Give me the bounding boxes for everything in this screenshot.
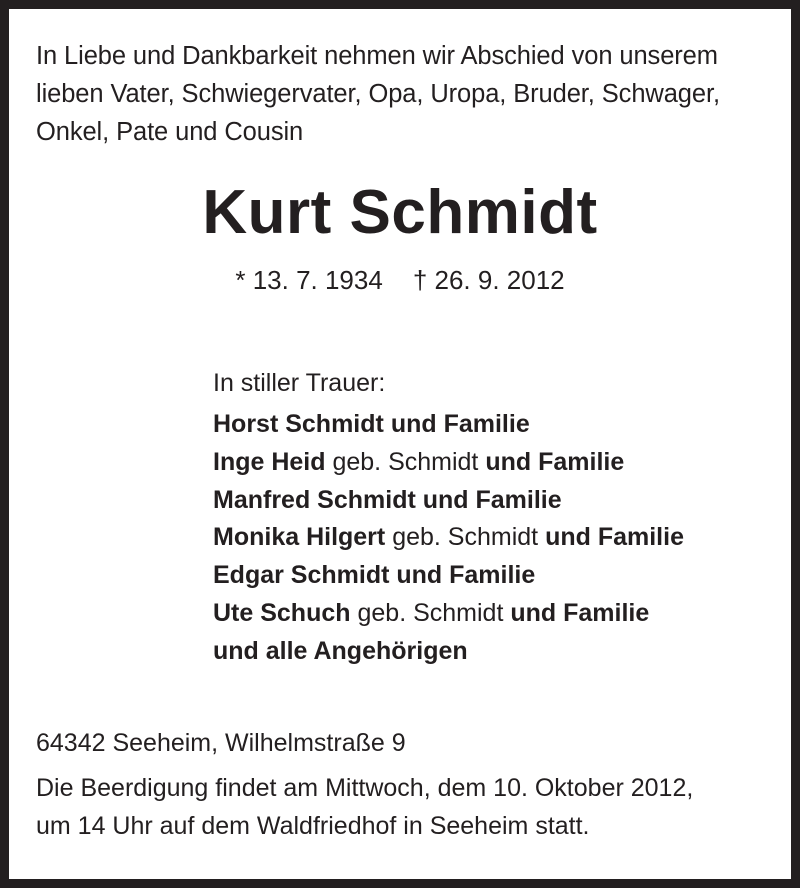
- death-date: † 26. 9. 2012: [412, 265, 565, 295]
- mourner-nee: geb. Schmidt: [357, 598, 504, 627]
- intro-text: [36, 37, 786, 151]
- mourning-heading: In stiller Trauer:: [213, 369, 386, 397]
- mourner-nee: geb. Schmidt: [392, 523, 539, 552]
- mourner-row: [213, 519, 684, 557]
- mourners-closing: und alle Angehörigen: [213, 636, 468, 665]
- intro-line: Onkel, Pate und Cousin: [36, 118, 304, 146]
- mourner-name: Horst Schmidt: [213, 410, 384, 438]
- mourner-row: [213, 444, 684, 482]
- intro-line: In Liebe und Dankbarkeit nehmen wir Abschied von unserem: [36, 42, 718, 70]
- mourner-suffix: und Familie: [510, 598, 650, 627]
- mourner-suffix: und Familie: [485, 447, 625, 476]
- mourner-nee: geb. Schmidt: [332, 447, 479, 476]
- mourner-suffix: und Familie: [396, 561, 536, 590]
- intro-line: lieben Vater, Schwiegervater, Opa, Uropa, Bruder, Schwager,: [36, 80, 720, 108]
- funeral-line: Die Beerdigung findet am Mittwoch, dem 10. Oktober 2012,: [36, 774, 694, 802]
- mourner-suffix: und Familie: [422, 485, 562, 514]
- funeral-line: um 14 Uhr auf dem Waldfriedhof in Seeheim statt.: [36, 812, 590, 840]
- obituary-notice: [9, 9, 791, 879]
- life-dates: [9, 263, 791, 297]
- mourner-name: Monika Hilgert: [213, 523, 386, 552]
- mourner-name: Manfred Schmidt: [213, 485, 416, 514]
- mourner-name: Ute Schuch: [213, 598, 351, 627]
- mourner-name: Inge Heid: [213, 447, 326, 476]
- birth-date: * 13. 7. 1934: [235, 265, 383, 295]
- mourner-row: [213, 557, 684, 595]
- mourner-row: [213, 406, 684, 444]
- mourner-suffix: und Familie: [545, 523, 684, 552]
- mourner-row: [213, 482, 684, 520]
- mourner-row: [213, 595, 684, 633]
- mourners-list: [213, 406, 684, 671]
- address: 64342 Seeheim, Wilhelmstraße 9: [36, 729, 406, 757]
- mourner-name: Edgar Schmidt: [213, 561, 390, 590]
- deceased-name: Kurt Schmidt: [202, 178, 598, 247]
- funeral-info: [36, 769, 693, 845]
- mourner-suffix: und Familie: [390, 410, 530, 438]
